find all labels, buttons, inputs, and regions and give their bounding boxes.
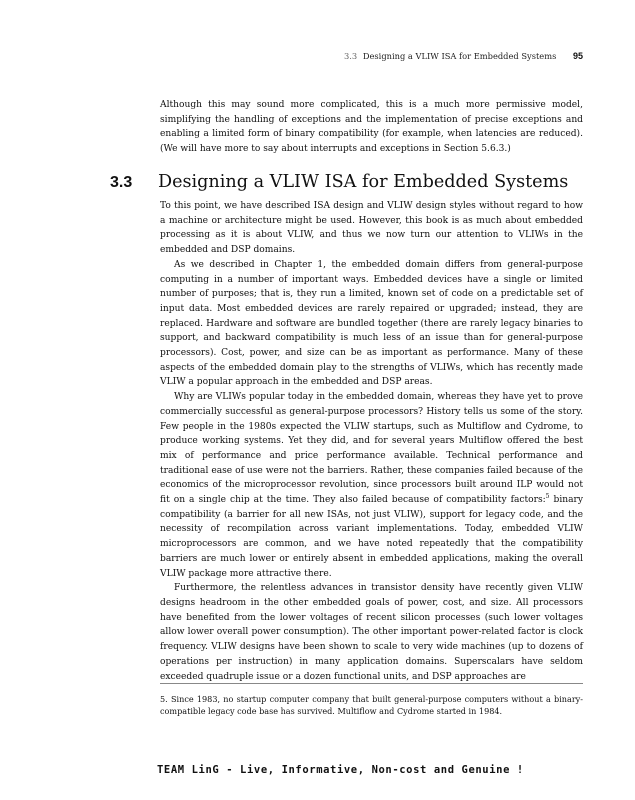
footnote-text: Since 1983, no startup computer company that built general-purpose computers without a binary-compatible legacy code base has survived. Multiflow and Cydrome started in 1984. bbox=[160, 694, 583, 717]
footnote bbox=[160, 693, 583, 718]
paragraph-1: To this point, we have described ISA design and VLIW design styles without regard to how a machine or architecture might be used. However, this book is as much about embedded processing as it is about VLIW, and thus we now turn our attention to VLIWs in the embedded and DSP domains. bbox=[160, 201, 583, 256]
paragraph-3-text-a: Why are VLIWs popular today in the embedded domain, whereas they have yet to prove commercially successful as general-purpose processors? History tells us some of the story. Few people in the 1980s expected the VLIW startups, such as Multiflow and Cydrome, to produce working systems. Yet they did, and for several years Multiflow offered the best mix of performance and price performance available. Technical performance and traditional ease of use were not the barriers. Rather, these companies failed because of the economics of the microprocessor revolution, since processors built around ILP would not fit on a single chip at the time. They also failed because of compatibility factors: bbox=[160, 392, 583, 506]
running-header-title: Designing a VLIW ISA for Embedded Systems bbox=[362, 51, 557, 61]
footnote-marker: 5. bbox=[160, 694, 168, 704]
section-body bbox=[160, 199, 583, 684]
intro-paragraph-block bbox=[160, 98, 583, 157]
page-number: 95 bbox=[572, 51, 583, 61]
footnote-reference: 5 bbox=[545, 493, 550, 501]
paragraph-4: Furthermore, the relentless advances in transistor density have recently given VLIW designs headroom in the other embedded goals of power, cost, and size. All processors have benefited from the lower voltages of recent silicon processes (such lower voltages allow lower overall power consumption). The other important power-related factor is clock frequency. VLIW designs have been shown to scale to very wide machines (up to dozens of operations per instruction) in many application domains. Superscalars have seldom exceeded quadruple issue or a dozen functional units, and DSP approaches are bbox=[160, 583, 583, 682]
running-header-section-number: 3.3 bbox=[344, 51, 358, 61]
footnote-divider bbox=[160, 683, 583, 684]
footer-banner: TEAM LinG - Live, Informative, Non-cost and Genuine ! bbox=[157, 764, 524, 776]
running-header bbox=[344, 51, 583, 61]
section-number: 3.3 bbox=[110, 174, 133, 191]
intro-paragraph: Although this may sound more complicated, this is a much more permissive model, simplifying the handling of exceptions and the implementation of precise exceptions and enabling a limited form of binary compatibility (for example, when latencies are reduced). (We will have more to say about interrupts and exceptions in Section 5.6.3.) bbox=[160, 100, 583, 155]
paragraph-3 bbox=[160, 390, 583, 581]
paragraph-3-text-b: binary compatibility (a barrier for all new ISAs, not just VLIW), support for legacy code, and the necessity of recompilation across variant implementations. Today, embedded VLIW microprocessors are common, and we have noted repeatedly that the compatibility barriers are much lower or entirely absent in embedded applications, making the overall VLIW package more attractive there. bbox=[160, 495, 583, 579]
section-heading bbox=[110, 172, 590, 192]
paragraph-2: As we described in Chapter 1, the embedded domain differs from general-purpose computing in a number of important ways. Embedded devices have a single or limited number of purposes; that is, they run a limited, known set of code on a predictable set of input data. Most embedded devices are rarely repaired or upgraded; instead, they are replaced. Hardware and software are bundled together (there are rarely legacy binaries to support, and backward compatibility is much less of an issue than for general-purpose processors). Cost, power, and size can be as important as performance. Many of these aspects of the embedded domain play to the strengths of VLIWs, which has recently made VLIW a popular approach in the embedded and DSP areas. bbox=[160, 259, 583, 388]
section-title: Designing a VLIW ISA for Embedded Systems bbox=[158, 172, 569, 192]
